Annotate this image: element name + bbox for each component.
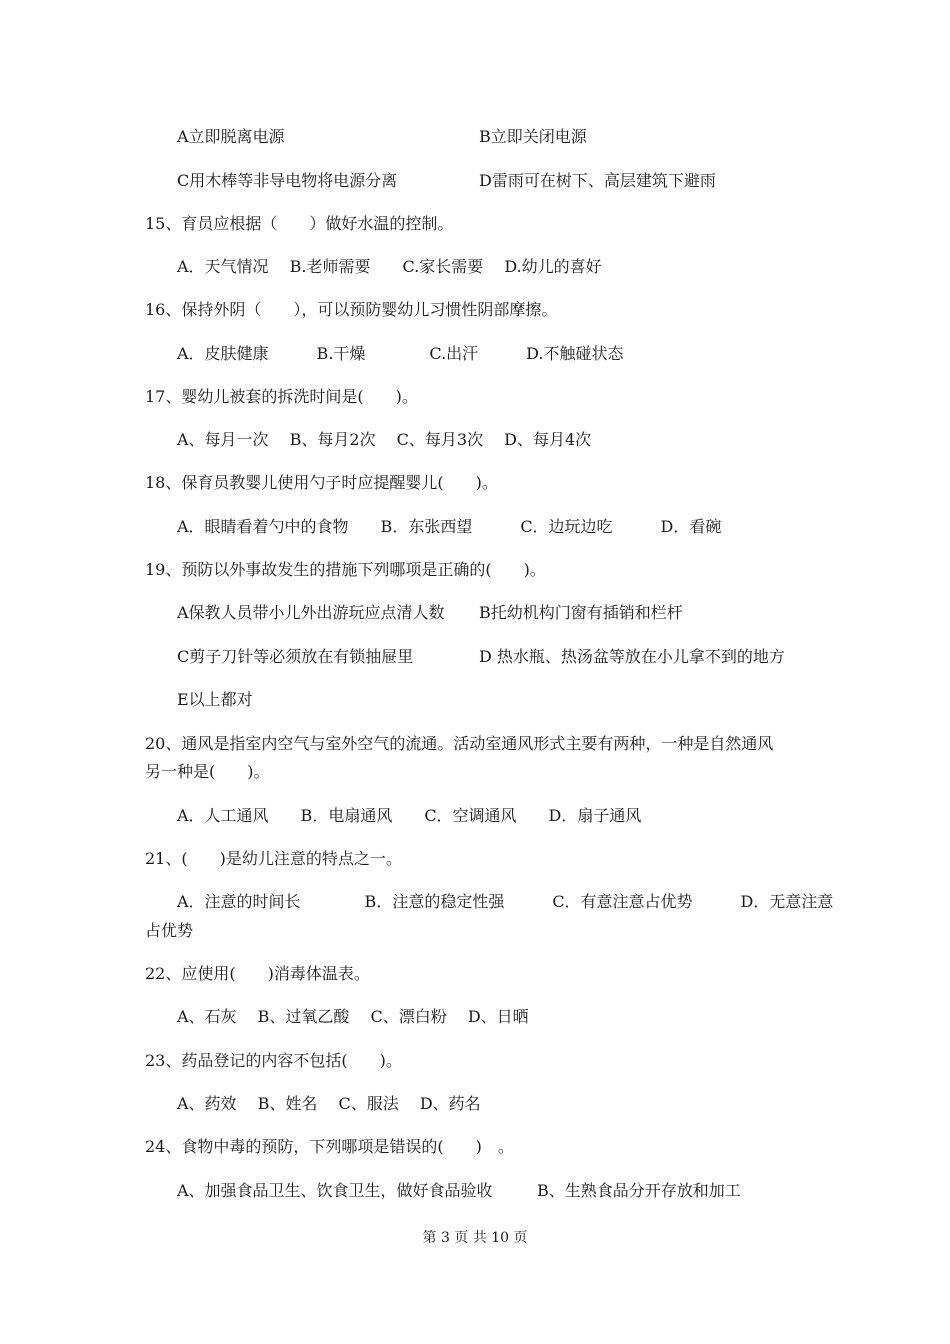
q15-question: 15、育员应根据（ ）做好水温的控制。 [145, 214, 454, 233]
q19-option-c: C剪子刀针等必须放在有锁抽屉里 [177, 647, 414, 666]
q24-option-b: B、生熟食品分开存放和加工 [537, 1181, 741, 1200]
q15-options: A．天气情况 B.老师需要 C.家长需要 D.幼儿的喜好 [177, 257, 602, 276]
q18-question: 18、保育员教婴儿使用勺子时应提醒婴儿( )。 [145, 473, 498, 492]
q22-question: 22、应使用( )消毒体温表。 [145, 964, 370, 983]
q20-question: 20、通风是指室内空气与室外空气的流通。活动室通风形式主要有两种，一种是自然通风 [145, 734, 774, 753]
q21-question: 21、( )是幼儿注意的特点之一。 [145, 849, 402, 868]
q22-options: A、石灰 B、过氧乙酸 C、漂白粉 D、日晒 [177, 1007, 529, 1026]
q14-option-b: B立即关闭电源 [479, 127, 587, 146]
q16-question: 16、保持外阴（ ），可以预防婴幼儿习惯性阴部摩擦。 [145, 300, 558, 319]
q19-option-a: A保教人员带小儿外出游玩应点清人数 [177, 603, 445, 622]
q14-option-a: A立即脱离电源 [177, 127, 285, 146]
q14-option-c: C用木棒等非导电物将电源分离 [177, 171, 398, 190]
q24-option-a: A、加强食品卫生、饮食卫生，做好食品验收 [177, 1181, 493, 1200]
q23-options: A、药效 B、姓名 C、服法 D、药名 [177, 1094, 481, 1113]
q23-question: 23、药品登记的内容不包括( )。 [145, 1051, 402, 1070]
q19-option-d: D 热水瓶、热汤盆等放在小儿拿不到的地方 [479, 647, 785, 666]
q19-option-e: E以上都对 [177, 690, 253, 709]
page-number: 第 3 页 共 10 页 [422, 1230, 528, 1246]
q20-question-continued: 另一种是( )。 [145, 762, 270, 781]
q19-question: 19、预防以外事故发生的措施下列哪项是正确的( )。 [145, 560, 546, 579]
q24-question: 24、食物中毒的预防，下列哪项是错误的( ) 。 [145, 1137, 514, 1156]
q21-options: A．注意的时间长 B．注意的稳定性强 C．有意注意占优势 D．无意注意 [177, 892, 834, 911]
q20-options: A．人工通风 B．电扇通风 C．空调通风 D．扇子通风 [177, 806, 642, 825]
q17-question: 17、婴幼儿被套的拆洗时间是( )。 [145, 387, 418, 406]
q16-options: A．皮肤健康 B.干燥 C.出汗 D.不触碰状态 [177, 344, 624, 363]
q14-option-d: D雷雨可在树下、高层建筑下避雨 [479, 171, 716, 190]
q21-options-continued: 占优势 [145, 921, 194, 940]
q18-options: A．眼睛看着勺中的食物 B．东张西望 C．边玩边吃 D．看碗 [177, 517, 722, 536]
q17-options: A、每月一次 B、每月2次 C、每月3次 D、每月4次 [177, 430, 592, 449]
q19-option-b: B托幼机构门窗有插销和栏杆 [479, 603, 683, 622]
